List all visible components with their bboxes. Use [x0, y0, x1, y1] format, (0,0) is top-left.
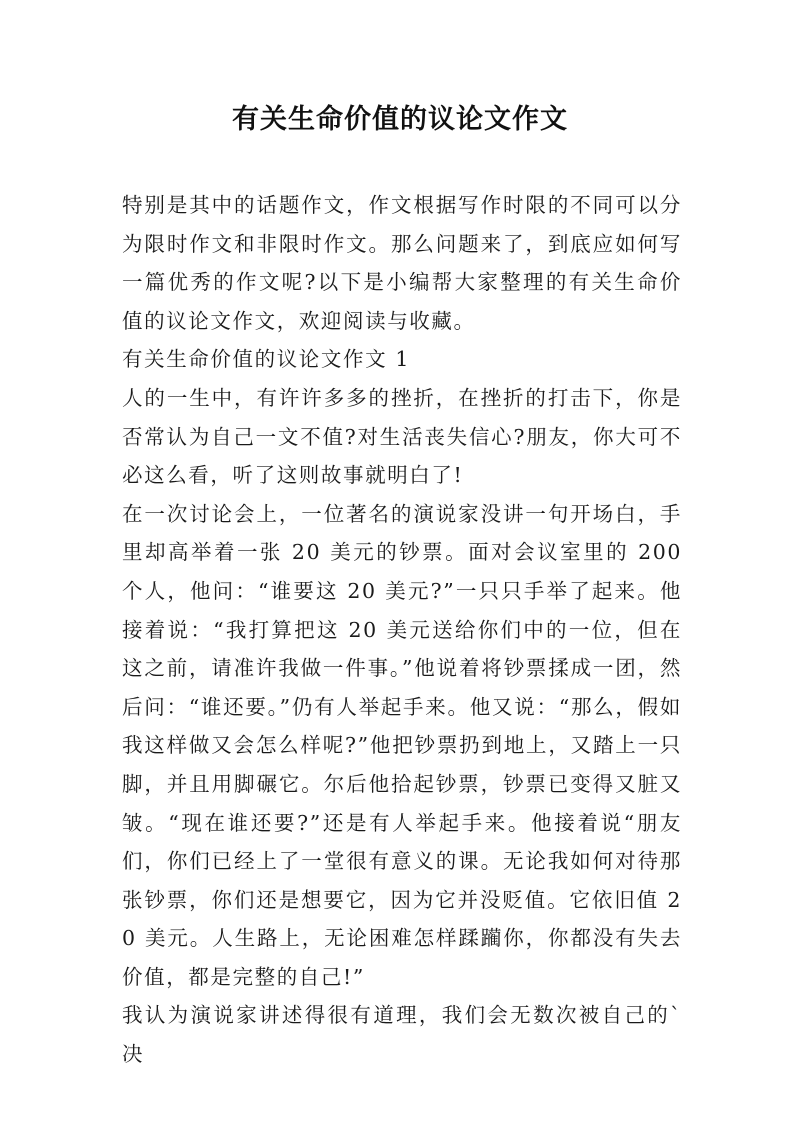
paragraph-setback: 人的一生中，有许许多多的挫折，在挫折的打击下，你是否常认为自己一文不值?对生活丧失信心?朋友，你大可不必这么看，听了这则故事就明白了!	[122, 385, 682, 488]
paragraph-intro: 特别是其中的话题作文，作文根据写作时限的不同可以分为限时作文和非限时作文。那么问题来了，到底应如何写一篇优秀的作文呢?以下是小编帮大家整理的有关生命价值的议论文作文，欢迎阅读与收藏。	[122, 193, 682, 333]
paragraph-story: 在一次讨论会上，一位著名的演说家没讲一句开场白，手里却高举着一张 20 美元的钞票。面对会议室里的 200 个人，他问：“谁要这 20 美元?”一只只手举了起来。他接着说：“我打算把这 20 美元送给你们中的一位，但在这之前，请准许我做一件事。”他说着将钞票揉成一团，然后问：“谁还要。”仍有人举起手来。他又说：“那么，假如我这样做又会怎么样呢?”他把钞票扔到地上，又踏上一只脚，并且用脚碾它。尔后他拾起钞票，钞票已变得又脏又皱。“现在谁还要?”还是有人举起手来。他接着说“朋友们，你们已经上了一堂很有意义的课。无论我如何对待那张钞票，你们还是想要它，因为它并没贬值。它依旧值 20 美元。人生路上，无论困难怎样蹂躏你，你都没有失去价值，都是完整的自己!”	[122, 501, 682, 989]
paragraph-section-heading: 有关生命价值的议论文作文 1	[122, 347, 410, 372]
document-body	[122, 186, 682, 1074]
paragraph-opinion: 我认为演说家讲述得很有道理，我们会无数次被自己的`决	[122, 1003, 682, 1067]
document-title: 有关生命价值的议论文作文	[232, 104, 568, 135]
